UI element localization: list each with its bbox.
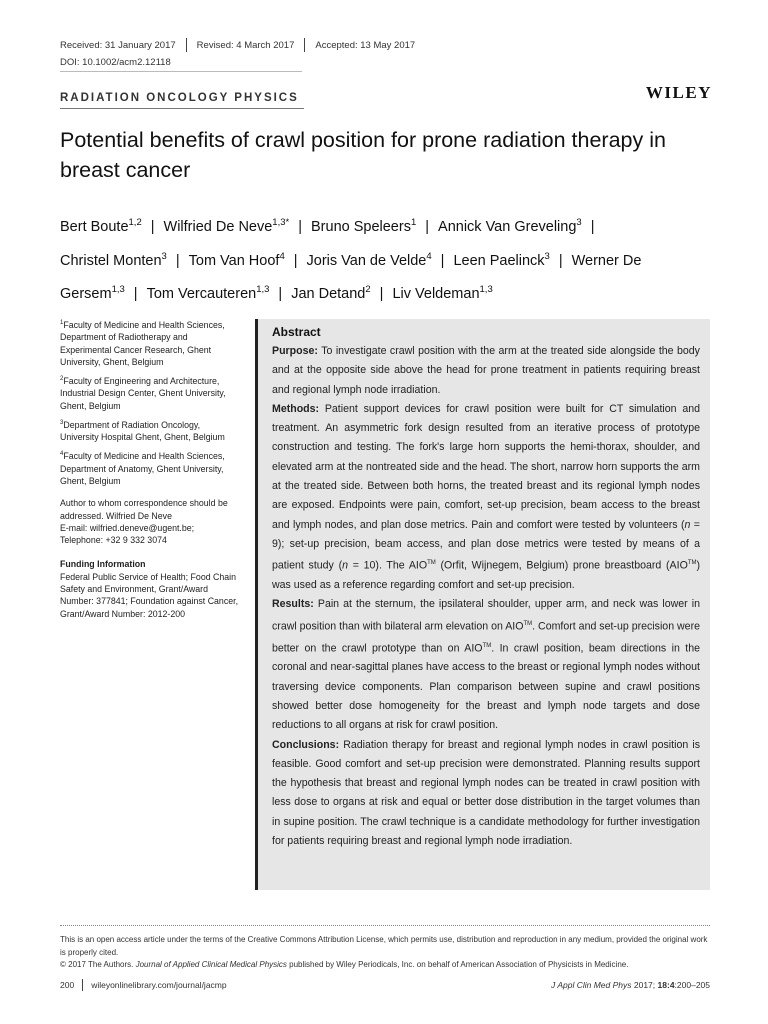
author: Tom Vercauteren$^{1,3}$	[146, 284, 270, 303]
affiliation: $^1$Faculty of Medicine and Health Sciences, Department of Radiotherapy and Experimental Cancer Research, Ghent University, Ghent, Belgium	[60, 319, 225, 367]
article-dates	[60, 38, 415, 52]
section-label: RADIATION ONCOLOGY PHYSICS	[60, 92, 299, 104]
author: Bert Boute$^{1,2}$	[60, 217, 142, 235]
author: Jan Detand$^2$	[291, 284, 371, 303]
funding-heading: Funding Information	[60, 559, 146, 570]
divider	[60, 71, 302, 72]
abstract-heading: Abstract	[272, 325, 321, 339]
funding-text: Federal Public Service of Health; Food Chain Safety and Environment, Grant/Award Number: 377841; Foundation against Cancer, Grant/Award Number: 2012-200	[60, 571, 239, 619]
page-number: 200	[60, 980, 75, 990]
abstract-purpose: Purpose: To investigate crawl position with the arm at the treated side alongside the body and at the opposite side above the head for prone treatment in patients requiring breast and regional lymph node irradiation.	[272, 345, 700, 396]
author: Tom Van Hoof$^4$	[188, 250, 285, 269]
page-footer	[60, 979, 710, 991]
publisher-logo: WILEY	[645, 83, 712, 102]
divider	[186, 38, 187, 52]
abstract-results: Results: Pain at the sternum, the ipsilateral shoulder, upper arm, and neck was lower in crawl position than with bilateral arm elevation on AIO™. Comfort and set-up precision were better on the crawl prototype than on AIO™. In crawl position, beam directions in the coronal and near-sagittal planes have access to the breast or regional lymph nodes without traversing device components. Plan comparison between supine and crawl positions showed better dose homogeneity for the breast and lymph node targets and dose reductions to all organs at risk for crawl position.	[272, 598, 700, 732]
revised-date: Revised: 4 March 2017	[196, 39, 295, 51]
author: Wilfried De Neve$^{1,3*}$	[163, 217, 290, 235]
divider	[304, 38, 305, 52]
divider	[60, 108, 304, 109]
divider	[60, 925, 710, 926]
abstract-methods: Methods: Patient support devices for crawl position were built for CT simulation and treatment. An asymmetric fork design resulted from an iterative process of prototype construction and testing. The fork's large horn supports the hemi-thorax, shoulder, and elevated arm at the nontreated side and the head. The short, narrow horn supports the arm at the treated side. Between both horns, the treated breast and its regional lymph nodes are exposed. Endpoints were pain, comfort, set-up precision, beam access to the breast and lymph nodes, and plan dose metrics. Pain and comfort were tested by volunteers (n = 9); set-up precision, beam access, and plan dose metrics were tested by means of a patient study (n = 10). The AIO™ (Orfit, Wijnegem, Belgium) prone breastboard (AIO™) was used as a reference regarding comfort and set-up precision.	[272, 402, 701, 592]
article-title: Potential benefits of crawl position for prone radiation therapy in breast cancer	[60, 128, 666, 182]
divider	[82, 979, 83, 991]
affiliations	[60, 317, 240, 625]
author: Liv Veldeman$^{1,3}$	[392, 284, 493, 303]
author: Werner De Gersem$^{1,3}$	[60, 252, 642, 303]
correspondence: Author to whom correspondence should be addressed. Wilfried De Neve E-mail: wilfried.deneve@ugent.be; Telephone: +32 9 332 3074	[60, 498, 228, 546]
received-date: Received: 31 January 2017	[60, 39, 176, 51]
author: Leen Paelinck$^3$	[453, 250, 550, 269]
affiliation: $^4$Faculty of Medicine and Health Sciences, Department of Anatomy, Ghent University, Ghent, Belgium	[60, 451, 225, 486]
accepted-date: Accepted: 13 May 2017	[315, 39, 416, 51]
author: Christel Monten$^3$	[60, 250, 167, 269]
abstract-box	[255, 319, 710, 890]
affiliation: $^3$Department of Radiation Oncology, University Hospital Ghent, Ghent, Belgium	[60, 419, 225, 443]
author: Annick Van Greveling$^3$	[438, 217, 582, 235]
author-list: Bert Boute$^{1,2}$ | Wilfried De Neve$^{1,3*}$ | Bruno Speleers$^1$ | Annick Van Greveling$^3$ | Christel Monten$^3$ | Tom Van Hoof$^4$ | Joris Van de Velde$^4$ | Leen Paelinck$^3$ | Werner De Gersem$^{1,3}$ | Tom Vercauteren$^{1,3}$ | Jan Detand$^2$ | Liv Veldeman$^{1,3}$	[60, 217, 642, 303]
journal-url-link[interactable]: wileyonlinelibrary.com/journal/jacmp	[91, 980, 227, 990]
citation: J Appl Clin Med Phys 2017; 18:4:200–205	[551, 980, 710, 990]
affiliation: $^2$Faculty of Engineering and Architecture, Industrial Design Center, Ghent University, Ghent, Belgium	[60, 376, 226, 411]
doi: DOI: 10.1002/acm2.12118	[60, 57, 171, 68]
license-notice: This is an open access article under the terms of the Creative Commons Attribution License, which permits use, distribution and reproduction in any medium, provided the original work is properly cited. © 2017 The Authors. Journal of Applied Clinical Medical Physics published by Wiley Periodicals, Inc. on behalf of American Association of Physicists in Medicine.	[60, 935, 708, 969]
author: Joris Van de Velde$^4$	[306, 250, 432, 269]
abstract-conclusions: Conclusions: Radiation therapy for breast and regional lymph nodes in crawl position is feasible. Good comfort and set-up precision were demonstrated. Planning results support the hypothesis that breast and regional lymph nodes can be treated in crawl position with less dose to organs at risk and equal or better dose distribution in the target volumes than in supine position. The crawl technique is a candidate methodology for further investigation for patients requiring breast and regional lymph node irradiation.	[272, 738, 700, 848]
author: Bruno Speleers$^1$	[311, 217, 417, 235]
